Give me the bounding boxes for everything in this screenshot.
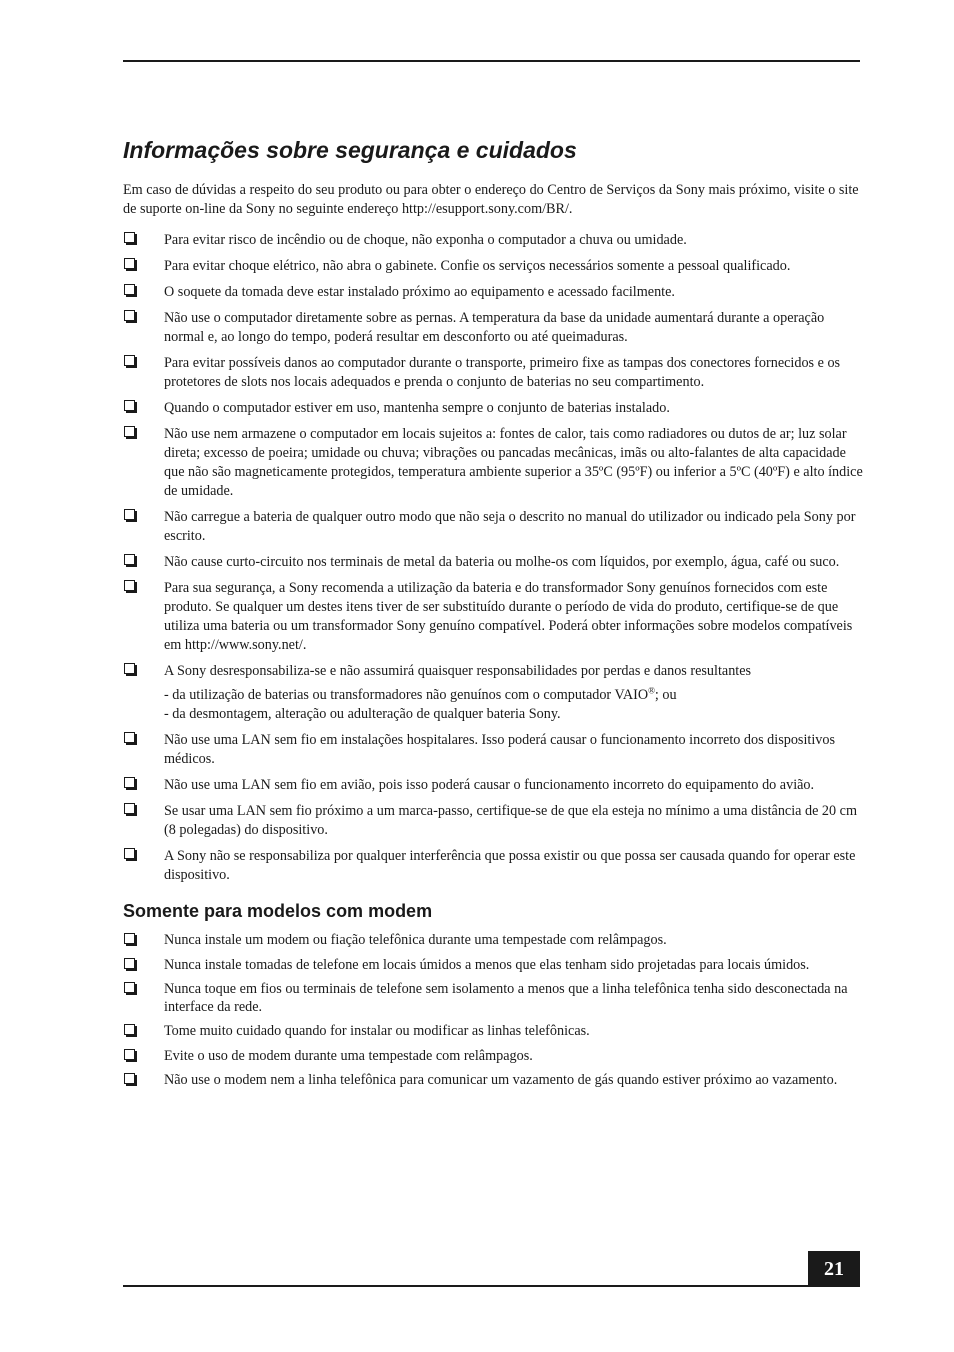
checkbox-bullet-icon (124, 732, 135, 743)
checkbox-bullet-icon (124, 933, 135, 944)
page-title: Informações sobre segurança e cuidados (123, 137, 577, 163)
checkbox-bullet-icon (124, 958, 135, 969)
list-item-liability: A Sony desresponsabiliza-se e não assumirá quaisquer responsabilidades por perdas e danos resultantes - da utilização de baterias ou transformadores não genuínos com o computador VAIO®; ou - da desmontagem, alteração ou adulteração de qualquer bateria Sony. (123, 662, 863, 724)
modem-section-heading: Somente para modelos com modem (123, 901, 433, 921)
checkbox-bullet-icon (124, 355, 135, 366)
page-content (123, 134, 863, 1097)
list-item: Para evitar choque elétrico, não abra o gabinete. Confie os serviços necessários somente a pessoal qualificado. (123, 257, 863, 276)
checkbox-bullet-icon (124, 848, 135, 859)
checkbox-bullet-icon (124, 509, 135, 520)
list-item: Nunca instale um modem ou fiação telefônica durante uma tempestade com relâmpagos. (123, 932, 863, 950)
list-item: Não use nem armazene o computador em locais sujeitos a: fontes de calor, tais como radiadores ou dutos de ar; luz solar direta; excesso de poeira; umidade ou chuva; vibrações ou pancadas mecânicas, imãs ou alto-falantes de alta capacidade que não são magneticamente protegidos, temperatura ambiente superior a 35ºC (95ºF) ou inferior a 5ºC (40ºF) e alto índice de umidade. (123, 425, 863, 501)
list-item: Não use o computador diretamente sobre as pernas. A temperatura da base da unidade aumentará durante a operação normal e, ao longo do tempo, poderá resultar em desconforto ou até queimaduras. (123, 309, 863, 347)
safety-list (123, 231, 863, 885)
checkbox-bullet-icon (124, 310, 135, 321)
bottom-rule (123, 1285, 860, 1287)
list-item: Não use uma LAN sem fio em avião, pois isso poderá causar o funcionamento incorreto do equipamento do avião. (123, 776, 863, 795)
top-rule (123, 60, 860, 62)
checkbox-bullet-icon (124, 284, 135, 295)
registered-mark: ® (648, 685, 655, 696)
checkbox-bullet-icon (124, 232, 135, 243)
list-item: Evite o uso de modem durante uma tempestade com relâmpagos. (123, 1048, 863, 1066)
checkbox-bullet-icon (124, 777, 135, 788)
checkbox-bullet-icon (124, 982, 135, 993)
liability-sub-item: - da utilização de baterias ou transformadores não genuínos com o computador VAIO®; ou (164, 685, 677, 703)
list-item: Nunca instale tomadas de telefone em locais úmidos a menos que elas tenham sido projetadas para locais úmidos. (123, 957, 863, 975)
list-item: Para evitar possíveis danos ao computador durante o transporte, primeiro fixe as tampas dos conectores fornecidos e os protetores de slots nos locais adequados e prenda o conjunto de baterias no seu compartimento. (123, 354, 863, 392)
list-item: Quando o computador estiver em uso, mantenha sempre o conjunto de baterias instalado. (123, 399, 863, 418)
list-item: Para sua segurança, a Sony recomenda a utilização da bateria e do transformador Sony genuínos fornecidos com este produto. Se qualquer um destes itens tiver de ser substituído durante o período de vida do produto, certifique-se de que utiliza uma bateria ou um transformador Sony genuíno compatível. Poderá obter informações sobre modelos compatíveis em http://www.sony.net/. (123, 579, 863, 655)
checkbox-bullet-icon (124, 400, 135, 411)
checkbox-bullet-icon (124, 554, 135, 565)
checkbox-bullet-icon (124, 1049, 135, 1060)
checkbox-bullet-icon (124, 426, 135, 437)
list-item: Tome muito cuidado quando for instalar ou modificar as linhas telefônicas. (123, 1023, 863, 1041)
list-item: O soquete da tomada deve estar instalado próximo ao equipamento e acessado facilmente. (123, 283, 863, 302)
checkbox-bullet-icon (124, 663, 135, 674)
modem-list (123, 932, 863, 1090)
list-item: Não carregue a bateria de qualquer outro modo que não seja o descrito no manual do utilizador ou indicado pela Sony por escrito. (123, 508, 863, 546)
liability-sub-item: - da desmontagem, alteração ou adulteração de qualquer bateria Sony. (164, 706, 561, 722)
intro-paragraph: Em caso de dúvidas a respeito do seu produto ou para obter o endereço do Centro de Serviços da Sony mais próximo, visite o site de suporte on-line da Sony no seguinte endereço http://esupport.sony.com/BR/. (123, 182, 859, 217)
list-item: Não use uma LAN sem fio em instalações hospitalares. Isso poderá causar o funcionamento incorreto dos dispositivos médicos. (123, 731, 863, 769)
checkbox-bullet-icon (124, 1073, 135, 1084)
list-item: Não use o modem nem a linha telefônica para comunicar um vazamento de gás quando estiver próximo ao vazamento. (123, 1072, 863, 1090)
checkbox-bullet-icon (124, 258, 135, 269)
list-item: Se usar uma LAN sem fio próximo a um marca-passo, certifique-se de que ela esteja no mínimo a uma distância de 20 cm (8 polegadas) do dispositivo. (123, 802, 863, 840)
list-item: Não cause curto-circuito nos terminais de metal da bateria ou molhe-os com líquidos, por exemplo, água, café ou suco. (123, 553, 863, 572)
page-number: 21 (808, 1251, 860, 1287)
checkbox-bullet-icon (124, 803, 135, 814)
checkbox-bullet-icon (124, 1024, 135, 1035)
list-item: A Sony não se responsabiliza por qualquer interferência que possa existir ou que possa ser causada quando for operar este dispositivo. (123, 847, 863, 885)
list-item: Para evitar risco de incêndio ou de choque, não exponha o computador a chuva ou umidade. (123, 231, 863, 250)
checkbox-bullet-icon (124, 580, 135, 591)
list-item: Nunca toque em fios ou terminais de telefone sem isolamento a menos que a linha telefônica tenha sido desconectada na interface da rede. (123, 981, 863, 1016)
